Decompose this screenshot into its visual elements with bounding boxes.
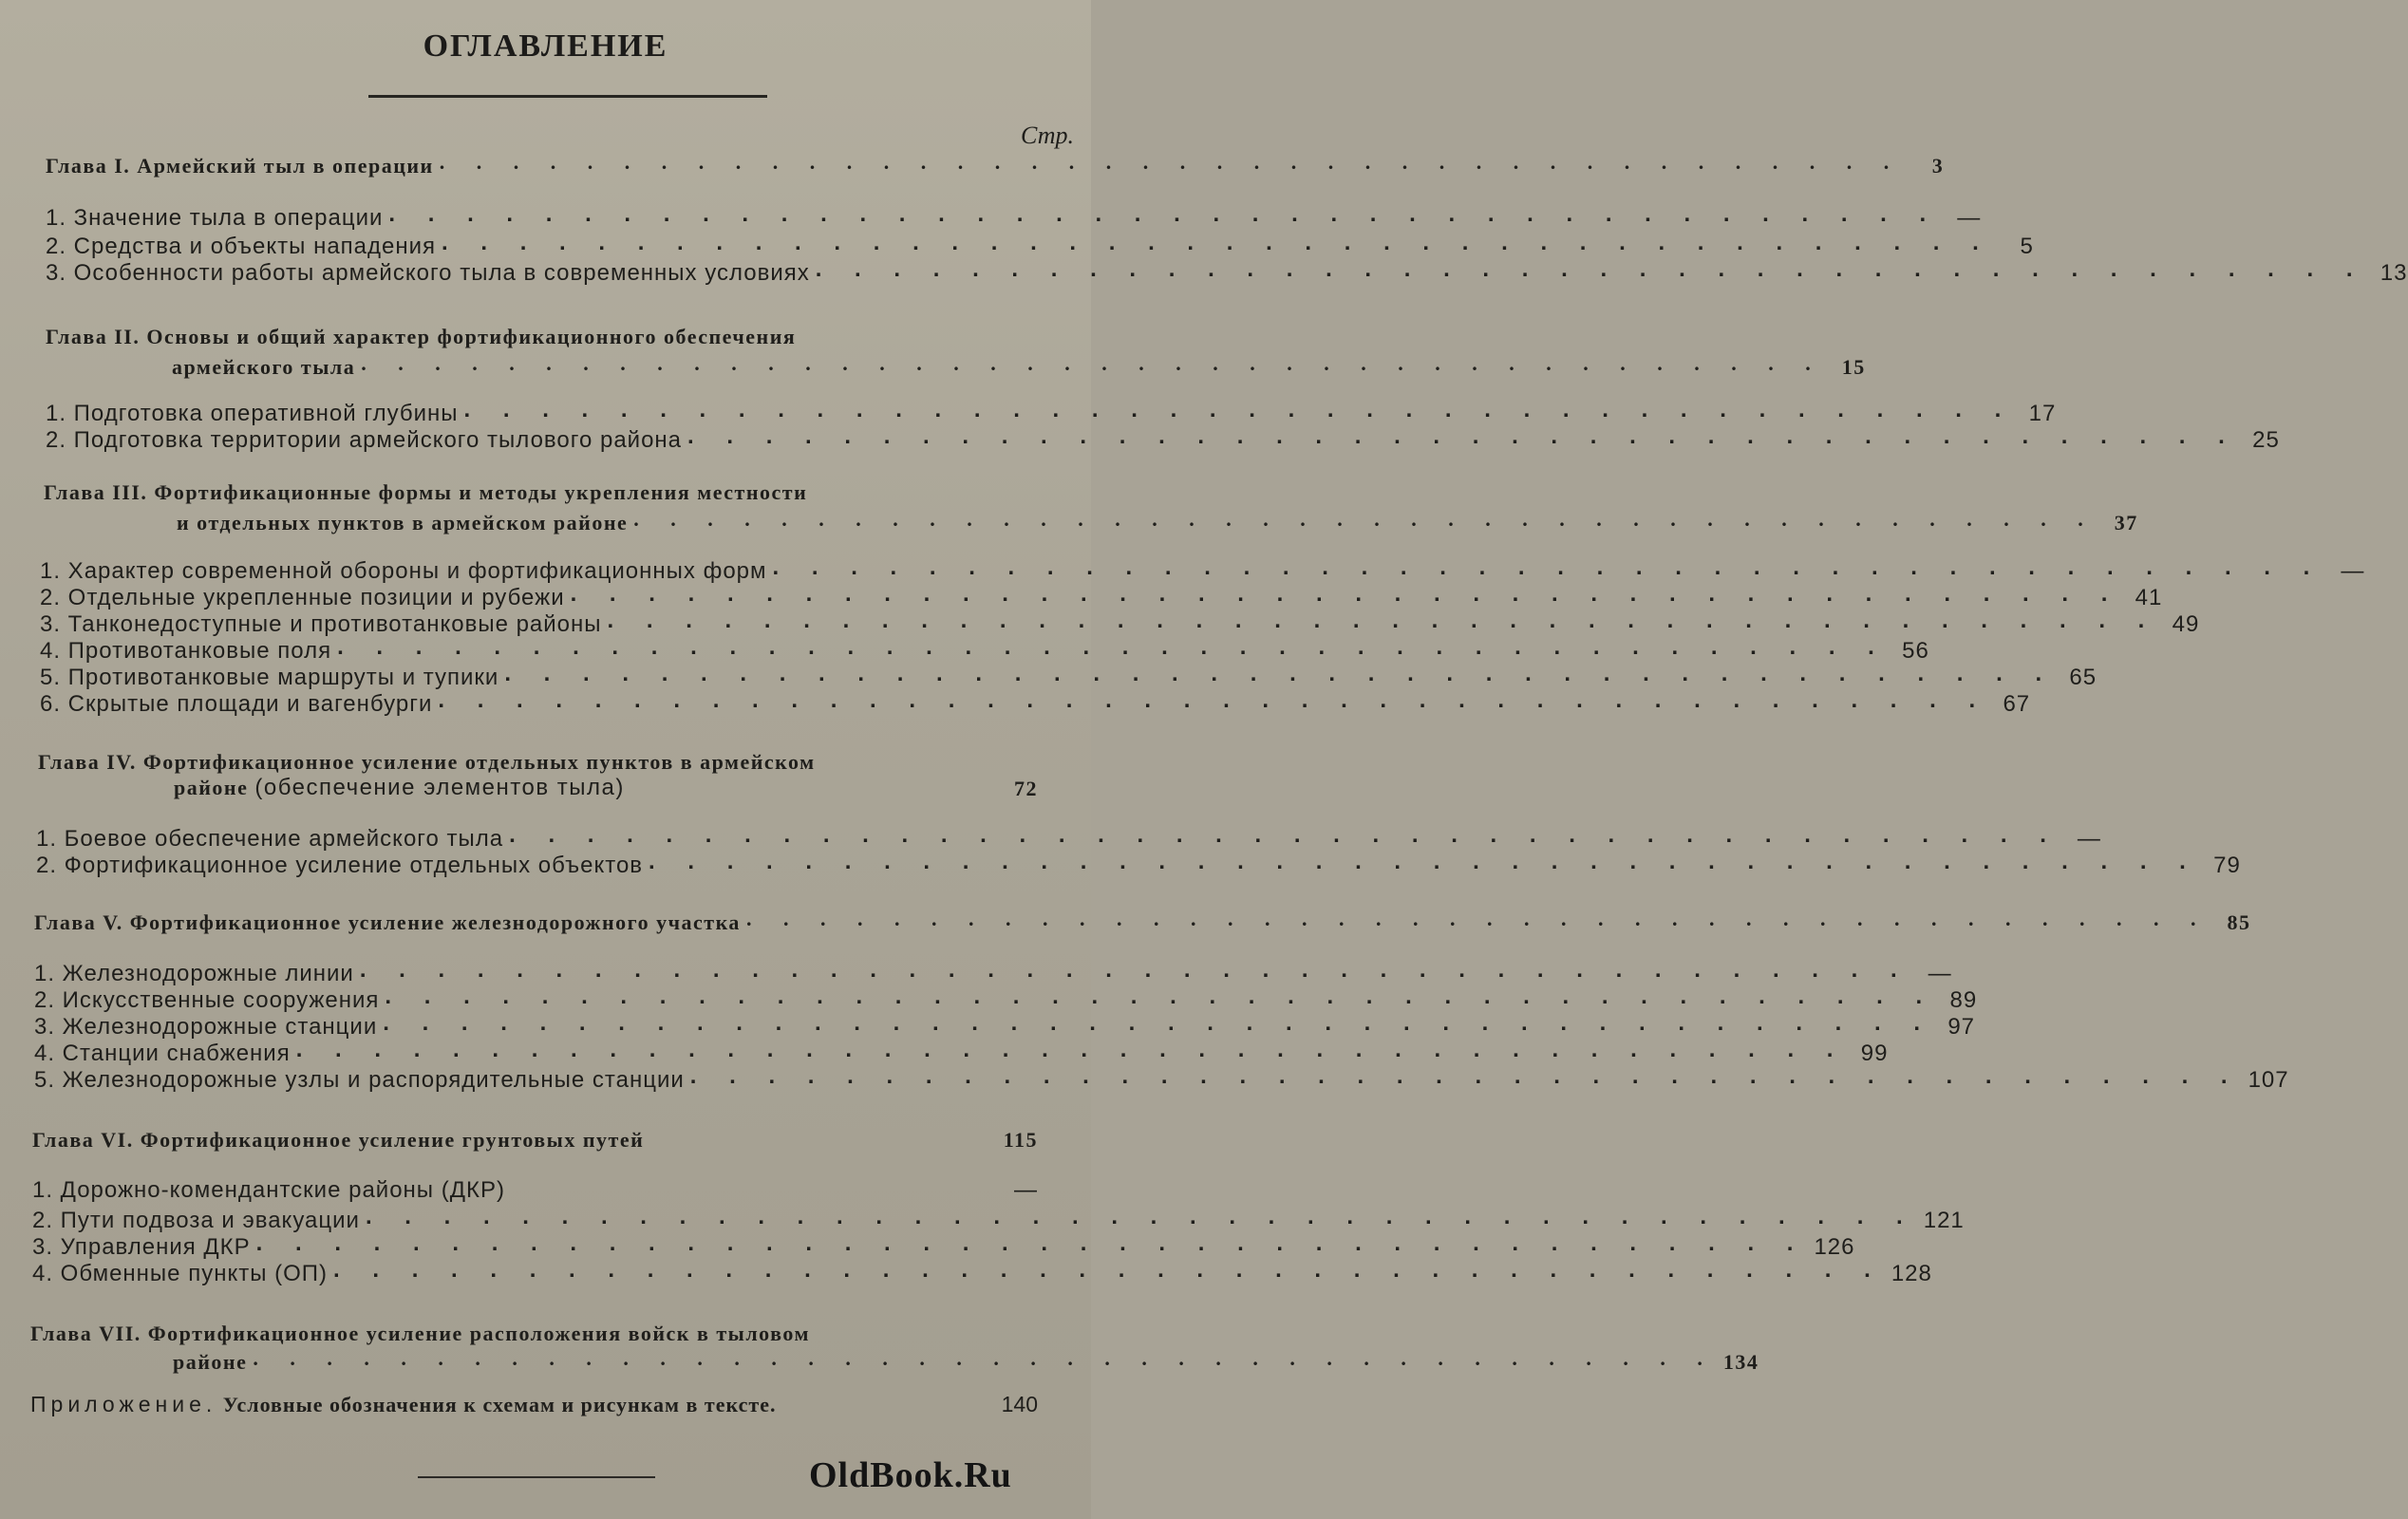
section-title: 3. Управления ДКР [32,1234,251,1260]
page-number: 15 [1841,355,1866,379]
toc-chapter-3[interactable] [44,507,2138,535]
leader-dots: . . . . . . . . . . . . . . . . . . . . . . . . . . . . . . . . . . . . . . . . [570,581,2121,607]
leader-dots: . . . . . . . . . . . . . . . . . . . . . . . . . . . . . . . . . . . . . . . . [255,1230,1807,1256]
toc-chapter-7[interactable] [30,1346,1759,1375]
chapter-title: Глава VI. Фортификационное усиление грунтовых путей [32,1128,645,1152]
leader-dots: . . . . . . . . . . . . . . . . . . . . . . . . . . . . . . . . . . . . . . . . [383,1010,1934,1036]
page-number: 17 [2028,401,2057,426]
toc-section[interactable] [36,849,2241,879]
toc-chapter-2[interactable] [46,351,1866,380]
section-title: 2. Отдельные укрепленные позиции и рубежи [40,585,565,610]
page-number: 134 [1722,1350,1759,1374]
section-title: 2. Искусственные сооружения [34,987,380,1013]
section-title: 2. Пути подвоза и эвакуации [32,1208,360,1233]
section-title: 3. Железнодорожные станции [34,1014,378,1040]
section-title: 1. Значение тыла в операции [46,205,384,231]
page-number: 3 [1931,154,1945,178]
page-number: 115 [1003,1128,1038,1152]
leader-dots: . . . . . . . . . . . . . . . . . . . . . . . . . . . . . . . . . . . . . . . . [438,687,1989,713]
chapter-title-line2: районе [173,1350,248,1374]
page-column-header: Стр. [1021,122,1074,149]
leader-dots: . . . . . . . . . . . . . . . . . . . . . . . . . . . . . . . . . . . . . . . . [509,822,2060,848]
watermark: OldBook.Ru [809,1455,1012,1495]
page-number: — [2077,826,2101,852]
section-title: 3. Особенности работы армейского тыла в современных условиях [46,260,810,286]
leader-dots: . . . . . . . . . . . . . . . . . . . . . . . . . . . . . . . . . . . . . . . . [504,661,2056,686]
leader-dots: . . . . . . . . . . . . . . . . . . . . . . . . . . . . . . . . . . . . . . . . [359,957,1910,983]
page-number: 89 [1949,987,1978,1013]
leader-dots: . . . . . . . . . . . . . . . . . . . . . . . . . . . . . . . . . . . . . . . . [649,849,2199,874]
appendix-label: Приложение. [30,1392,217,1416]
page-number: 121 [1923,1208,1965,1233]
title-divider [368,95,767,98]
section-title: 2. Фортификационное усиление отдельных объектов [36,853,644,878]
toc-section[interactable] [40,687,2031,718]
chapter-title-line1: Глава II. Основы и общий характер фортификационного обеспечения [46,325,797,348]
page-number: — [1014,1177,1038,1203]
toc-chapter-5[interactable] [34,907,2251,935]
toc-section[interactable] [46,201,1982,232]
chapter-title: Глава I. Армейский тыл в операции [46,154,434,178]
chapter-title-line1: Глава III. Фортификационные формы и методы укрепления местности [44,480,808,504]
section-title: 4. Обменные пункты (ОП) [32,1261,329,1286]
leader-dots: . . . . . . . . . . . . . . . . . . . . . . . . . . . . . . . . . . . . . . . . [607,608,2158,633]
page-number: 99 [1860,1041,1889,1066]
toc-chapter-1[interactable] [46,150,1945,178]
page-number: 126 [1814,1234,1855,1260]
leader-dots: . . . . . . . . . . . . . . . . . . . . . . . . . . . . . . . . . . . . . . . . [295,1037,1847,1062]
section-title: 5. Железнодорожные узлы и распорядительные станции [34,1067,685,1093]
toc-appendix[interactable] [30,1392,1038,1417]
toc-section[interactable] [34,1063,2289,1094]
bottom-divider [418,1476,655,1478]
leader-dots: . . . . . . . . . . . . . . . . . . . . . . . . . . . . . . . . . . . . . . . . [442,230,1992,255]
section-title: 4. Противотанковые поля [40,638,332,664]
chapter-title-line1: Глава VII. Фортификационное усиление расположения войск в тыловом [30,1322,810,1345]
chapter-title: Глава V. Фортификационное усиление железнодорожного участка [34,910,741,934]
page-number: 140 [1001,1392,1038,1416]
page-number: — [1957,205,1982,231]
toc-section[interactable] [32,1177,1038,1204]
page-number: 37 [2114,511,2138,534]
leader-dots: . . . . . . . . . . . . . . . . . . . . . . . . . . . . . . . . . . . . . . . . [772,554,2323,580]
leader-dots: . . . . . . . . . . . . . . . . . . . . . . . . . . . . . . . . . . . . . . . . [463,397,2015,422]
page-number: 25 [2252,427,2280,453]
page-number: 79 [2213,853,2241,878]
section-title: 2. Подготовка территории армейского тылового района [46,427,683,453]
page-number: 97 [1947,1014,1976,1040]
appendix-description: Условные обозначения к схемам и рисункам в тексте. [222,1393,777,1416]
page-number: 49 [2172,611,2200,637]
section-title: 1. Характер современной обороны и фортификационных форм [40,558,767,584]
page-number: 13 [2380,260,2408,286]
section-title: 4. Станции снабжения [34,1041,291,1066]
chapter-title-line2 [38,775,625,801]
toc-section[interactable] [46,256,2408,287]
toc-chapter-4[interactable] [38,775,1038,801]
chapter-title-plain-part: (обеспечение элементов тыла) [254,775,625,800]
toc-section[interactable] [32,1257,1932,1287]
page-number: 41 [2135,585,2163,610]
page-number: 5 [2020,234,2034,259]
toc-section[interactable] [46,423,2280,454]
page-number: 72 [1014,777,1038,800]
leader-dots: . . . . . . . . . . . . . . . . . . . . . . . . . . . . . . . . . . . . . . . . [253,1346,1716,1370]
appendix-title [30,1392,776,1417]
leader-dots: . . . . . . . . . . . . . . . . . . . . . . . . . . . . . . . . . . . . . . . . [815,256,2366,282]
leader-dots: . . . . . . . . . . . . . . . . . . . . . . . . . . . . . . . . . . . . . . . . [337,634,1888,660]
page-number: 85 [2227,910,2251,934]
page-number: 107 [2248,1067,2289,1093]
page-number: — [2341,558,2365,584]
chapter-title-line2: и отдельных пунктов в армейском районе [177,511,629,534]
leader-dots: . . . . . . . . . . . . . . . . . . . . . . . . . . . . . . . . . . . . . . . . [745,907,2210,930]
leader-dots: . . . . . . . . . . . . . . . . . . . . . . . . . . . . . . . . . . . . . . . . [687,423,2238,449]
leader-dots: . . . . . . . . . . . . . . . . . . . . . . . . . . . . . . . . . . . . . . . . [333,1257,1884,1283]
leader-dots: . . . . . . . . . . . . . . . . . . . . . . . . . . . . . . . . . . . . . . . . [388,201,1940,227]
toc-chapter-6[interactable] [32,1128,1038,1153]
section-title: 1. Подготовка оперативной глубины [46,401,459,426]
page-number: 56 [1902,638,1929,664]
page-number: — [1928,961,1952,986]
page-number: 67 [2003,691,2031,717]
chapter-title-line2: армейского тыла [172,355,356,379]
leader-dots: . . . . . . . . . . . . . . . . . . . . . . . . . . . . . . . . . . . . . . . . [361,351,1824,375]
section-title: 1. Железнодорожные линии [34,961,354,986]
section-title: 5. Противотанковые маршруты и тупики [40,665,499,690]
page-title: ОГЛАВЛЕНИЕ [423,28,668,64]
page-number: 128 [1891,1261,1932,1286]
leader-dots: . . . . . . . . . . . . . . . . . . . . . . . . . . . . . . . . . . . . . . . . [385,984,1936,1009]
chapter-title-line1: Глава IV. Фортификационное усиление отдельных пунктов в армейском [38,750,816,774]
page-number: 65 [2069,665,2098,690]
leader-dots: . . . . . . . . . . . . . . . . . . . . . . . . . . . . . . . . . . . . . . . . [689,1063,2241,1089]
chapter-title-bold-part: районе [174,776,249,799]
section-title: 1. Дорожно-комендантские районы (ДКР) [32,1177,505,1203]
leader-dots: . . . . . . . . . . . . . . . . . . . . . . . . . . . . . . . . . . . . . . . . [365,1204,1916,1229]
leader-dots: . . . . . . . . . . . . . . . . . . . . . . . . . . . . . . . . . . . . . . . . [439,150,1903,174]
leader-dots: . . . . . . . . . . . . . . . . . . . . . . . . . . . . . . . . . . . . . . . . [633,507,2097,531]
section-title: 3. Танконедоступные и противотанковые районы [40,611,602,637]
section-title: 1. Боевое обеспечение армейского тыла [36,826,504,852]
section-title: 2. Средства и объекты нападения [46,234,437,259]
section-title: 6. Скрытые площади и вагенбурги [40,691,433,717]
